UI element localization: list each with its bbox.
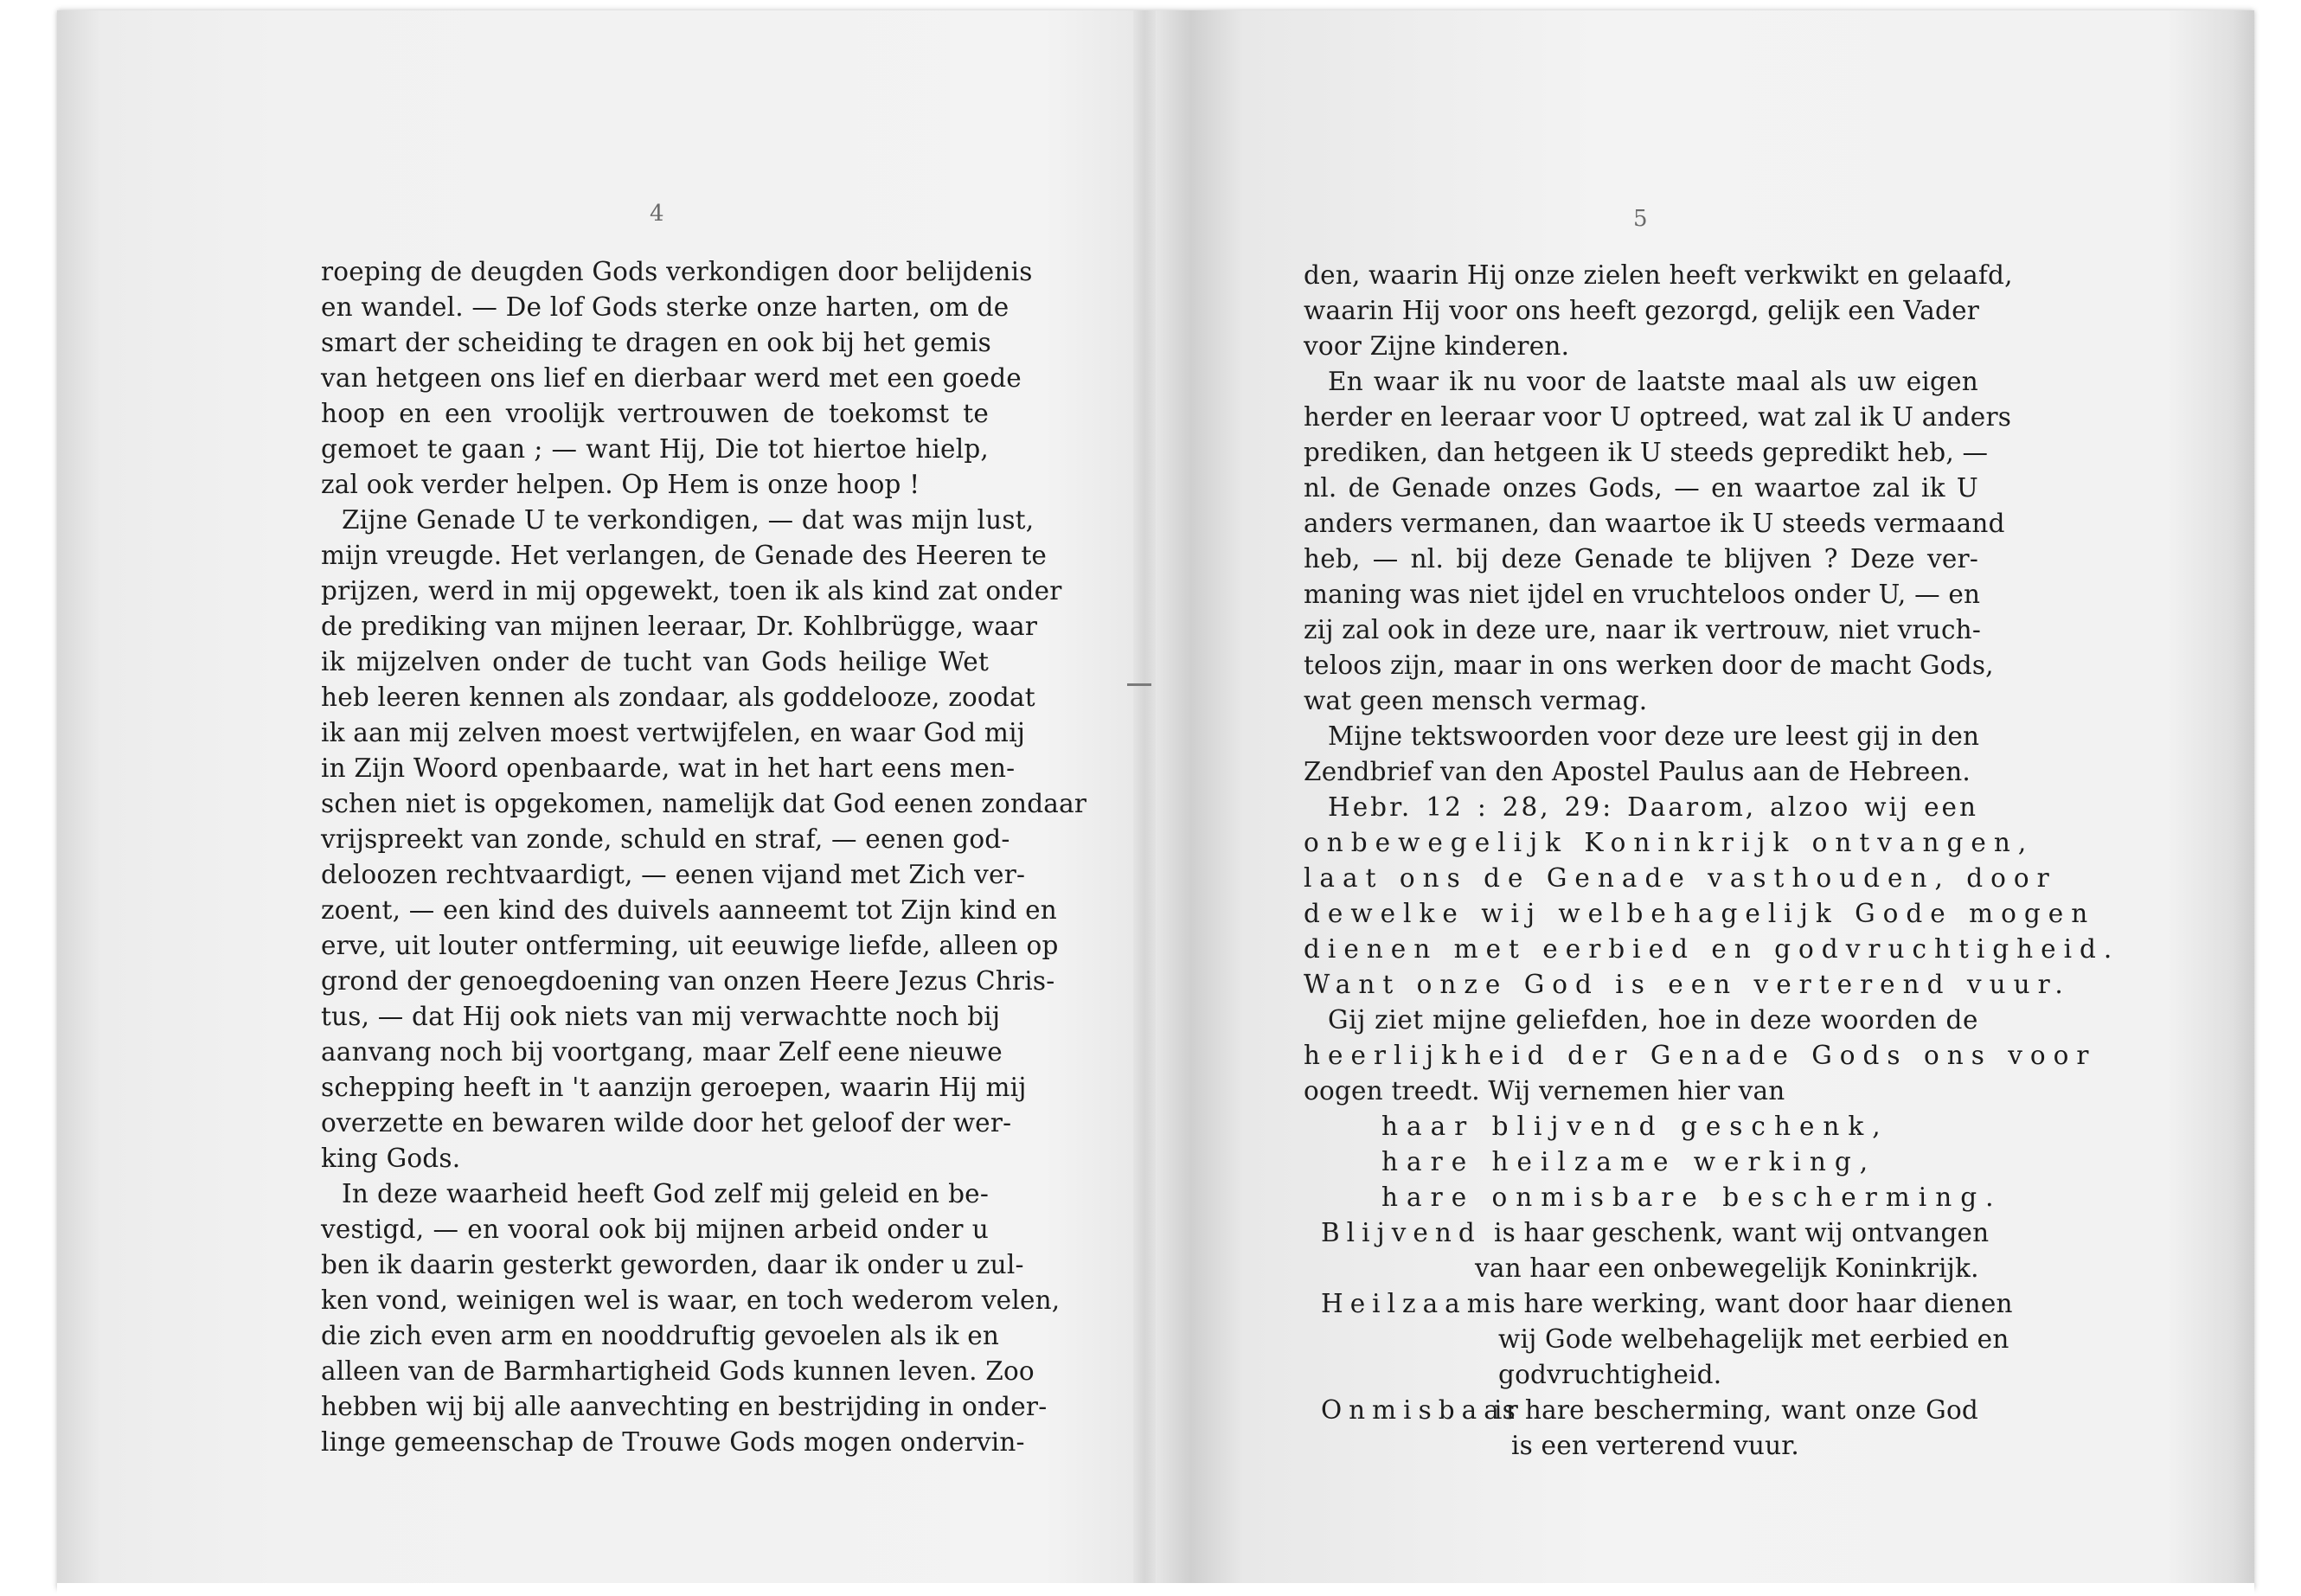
text-line: overzette en bewaren wilde door het geloof der wer- <box>321 1108 1012 1138</box>
text-line: grond der genoegdoening van onzen Heere Jezus Chris- <box>321 966 1055 996</box>
definition-term: Blijvend <box>1321 1218 1482 1247</box>
text-line: den, waarin Hij onze zielen heeft verkwikt en gelaafd, <box>1304 260 2013 290</box>
text-line: maning was niet ijdel en vruchteloos onder U, — en <box>1304 580 1981 609</box>
text-line: hare onmisbare bescherming. <box>1381 1183 2003 1212</box>
text-line: zoent, — een kind des duivels aanneemt tot Zijn kind en <box>321 895 1057 925</box>
text-line: ik aan mij zelven moest vertwijfelen, en waar God mij <box>321 718 1026 747</box>
text-line: laat ons de Genade vasthouden, door <box>1304 863 2057 893</box>
text-line: alleen van de Barmhartigheid Gods kunnen leven. Zoo <box>321 1356 1035 1386</box>
text-line: en wandel. — De lof Gods sterke onze harten, om de <box>321 292 1009 322</box>
text-line: smart der scheiding te dragen en ook bij het gemis <box>321 328 991 357</box>
text-line: herder en leeraar voor U optreed, wat zal ik U anders <box>1304 402 2012 432</box>
text-line: heb, — nl. bij deze Genade te blijven ? Deze ver- <box>1304 544 1978 574</box>
text-line: in Zijn Woord openbaarde, wat in het hart eens men- <box>321 753 1016 783</box>
text-line: linge gemeenschap de Trouwe Gods mogen ondervin- <box>321 1427 1025 1457</box>
right-page-text <box>1304 258 2120 1109</box>
text-line: hoop en een vroolijk vertrouwen de toekomst te <box>321 399 989 428</box>
text-line: mijn vreugde. Het verlangen, de Genade des Heeren te <box>321 541 1048 570</box>
text-line: Mijne tektswoorden voor deze ure leest gij in den <box>1328 721 1980 751</box>
definition-term: Heilzaam <box>1321 1289 1498 1318</box>
right-page-number: 5 <box>1633 206 1648 232</box>
right-page-stanza <box>1381 1109 2003 1215</box>
text-line: zij zal ook in deze ure, naar ik vertrouw, niet vruch- <box>1304 615 1982 644</box>
text-line: haar blijvend geschenk, <box>1381 1112 1889 1141</box>
definition-text: is hare werking, want door haar dienen <box>1494 1289 2013 1318</box>
text-line: king Gods. <box>321 1144 461 1173</box>
text-line: die zich even arm en nooddruftig gevoelen als ik en <box>321 1321 1000 1350</box>
text-line: de prediking van mijnen leeraar, Dr. Kohlbrügge, waar <box>321 612 1038 641</box>
text-line: ben ik daarin gesterkt geworden, daar ik onder u zul- <box>321 1250 1024 1279</box>
book-gutter <box>1133 10 1156 1589</box>
text-line: hare heilzame werking, <box>1381 1147 1877 1176</box>
text-line: nl. de Genade onzes Gods, — en waartoe zal ik U <box>1304 473 1978 503</box>
text-line: Gij ziet mijne geliefden, hoe in deze woorden de <box>1328 1005 1978 1035</box>
gutter-mark <box>1127 683 1151 686</box>
text-line: heb leeren kennen als zondaar, als goddelooze, zoodat <box>321 683 1035 712</box>
text-line: En waar ik nu voor de laatste maal als uw eigen <box>1328 367 1978 396</box>
left-page-text <box>321 254 1087 1460</box>
text-line: vrijspreekt van zonde, schuld en straf, — eenen god- <box>321 824 1010 854</box>
text-line: Hebr. 12 : 28, 29: Daarom, alzoo wij een <box>1328 792 1978 822</box>
text-line: anders vermanen, dan waartoe ik U steeds vermaand <box>1304 509 2005 538</box>
definition-text-continued: is een verterend vuur. <box>1511 1431 1799 1460</box>
text-line: dienen met eerbied en godvruchtigheid. <box>1304 934 2120 964</box>
text-line: Zendbrief van den Apostel Paulus aan de Hebreen. <box>1304 757 1971 786</box>
text-line: heerlijkheid der Genade Gods ons voor <box>1304 1041 2097 1070</box>
text-line: hebben wij bij alle aanvechting en bestrijding in onder- <box>321 1392 1048 1421</box>
text-line: erve, uit louter ontferming, uit eeuwige liefde, alleen op <box>321 931 1059 960</box>
text-line: schepping heeft in 't aanzijn geroepen, waarin Hij mij <box>321 1073 1027 1102</box>
text-line: vestigd, — en vooral ook bij mijnen arbeid onder u <box>321 1215 989 1244</box>
definition-term: Onmisbaar <box>1321 1395 1525 1425</box>
text-line: ik mijzelven onder de tucht van Gods heilige Wet <box>321 647 989 676</box>
text-line: schen niet is opgekomen, namelijk dat God eenen zondaar <box>321 789 1087 818</box>
text-line: waarin Hij voor ons heeft gezorgd, gelijk een Vader <box>1304 296 1980 325</box>
definition-text-continued: van haar een onbewegelijk Koninkrijk. <box>1475 1253 1979 1283</box>
text-line: roeping de deugden Gods verkondigen door belijdenis <box>321 257 1033 286</box>
text-line: gemoet te gaan ; — want Hij, Die tot hiertoe hielp, <box>321 434 989 464</box>
text-line: prijzen, werd in mij opgewekt, toen ik als kind zat onder <box>321 576 1062 606</box>
text-line: deloozen rechtvaardigt, — eenen vijand met Zich ver- <box>321 860 1026 889</box>
text-line: wat geen mensch vermag. <box>1304 686 1648 715</box>
scan-bottom-edge <box>57 1583 2254 1596</box>
text-line: zal ook verder helpen. Op Hem is onze hoop ! <box>321 470 920 499</box>
text-line: onbewegelijk Koninkrijk ontvangen, <box>1304 828 2035 857</box>
text-line: tus, — dat Hij ook niets van mij verwachtte noch bij <box>321 1002 1001 1031</box>
text-line: van hetgeen ons lief en dierbaar werd met een goede <box>321 363 1022 393</box>
text-line: Want onze God is een verterend vuur. <box>1304 970 2071 999</box>
text-line: prediken, dan hetgeen ik U steeds gepredikt heb, — <box>1304 438 1989 467</box>
left-page-number: 4 <box>650 201 664 227</box>
definition-text: is haar geschenk, want wij ontvangen <box>1494 1218 1990 1247</box>
text-line: oogen treedt. Wij vernemen hier van <box>1304 1076 1785 1106</box>
definition-text-continued: godvruchtigheid. <box>1498 1360 1722 1389</box>
text-line: ken vond, weinigen wel is waar, en toch wederom velen, <box>321 1285 1061 1315</box>
definition-text-continued: wij Gode welbehagelijk met eerbied en <box>1498 1324 2009 1354</box>
text-line: dewelke wij welbehagelijk Gode mogen <box>1304 899 2096 928</box>
definition-text: is hare bescherming, want onze God <box>1494 1395 1978 1425</box>
text-line: voor Zijne kinderen. <box>1304 331 1570 361</box>
text-line: In deze waarheid heeft God zelf mij geleid en be- <box>342 1179 989 1208</box>
text-line: Zijne Genade U te verkondigen, — dat was mijn lust, <box>342 505 1035 535</box>
text-line: teloos zijn, maar in ons werken door de macht Gods, <box>1304 651 1994 680</box>
text-line: aanvang noch bij voortgang, maar Zelf eene nieuwe <box>321 1037 1003 1067</box>
